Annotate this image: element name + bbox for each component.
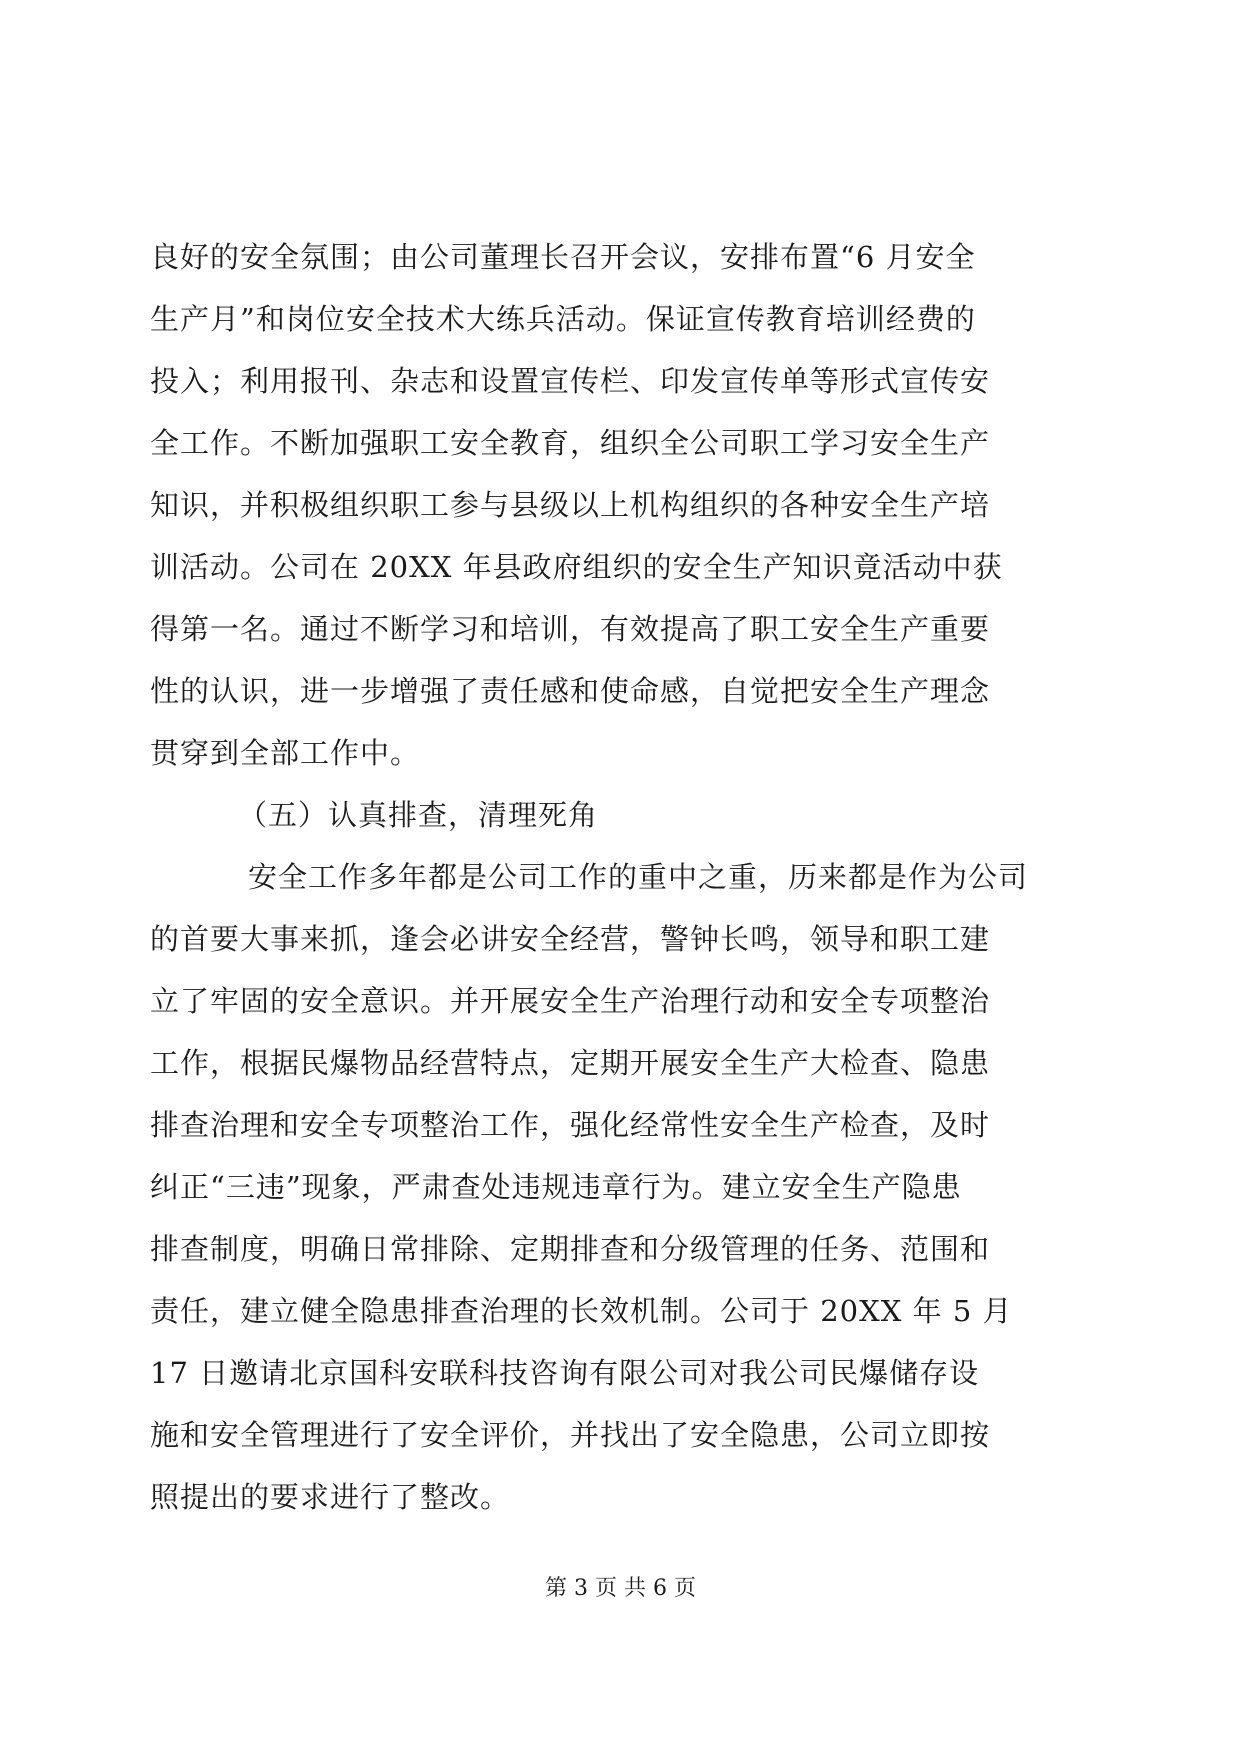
paragraph-line: 良好的安全氛围；由公司董理长召开会议，安排布置“6 月安全: [150, 240, 976, 274]
paragraph-line: 全工作。不断加强职工安全教育，组织全公司职工学习安全生产: [150, 426, 991, 460]
paragraph-line: 17 日邀请北京国科安联科技咨询有限公司对我公司民爆储存设: [150, 1356, 980, 1390]
paragraph-line: 得第一名。通过不断学习和培训，有效提高了职工安全生产重要: [150, 612, 991, 646]
paragraph-line: 排查制度，明确日常排除、定期排查和分级管理的任务、范围和: [150, 1232, 991, 1266]
paragraph-line: 的首要大事来抓，逢会必讲安全经营，警钟长鸣，领导和职工建: [150, 922, 991, 956]
paragraph-line: 立了牢固的安全意识。并开展安全生产治理行动和安全专项整治: [150, 984, 991, 1018]
document-body: [150, 226, 1090, 1528]
paragraph-line: 责任，建立健全隐患排查治理的长效机制。公司于 20XX 年 5 月: [150, 1294, 1013, 1328]
paragraph-line: 投入；利用报刊、杂志和设置宣传栏、印发宣传单等形式宣传安: [150, 364, 991, 398]
paragraph-line: 生产月”和岗位安全技术大练兵活动。保证宣传教育培训经费的: [150, 302, 976, 336]
paragraph-line: 知识，并积极组织职工参与县级以上机构组织的各种安全生产培: [150, 488, 991, 522]
paragraph-line: 纠正“三违”现象，严肃查处违规违章行为。建立安全生产隐患: [150, 1170, 962, 1204]
section-heading: （五）认真排查，清理死角: [238, 798, 599, 832]
paragraph-line: 安全工作多年都是公司工作的重中之重，历来都是作为公司: [248, 860, 1029, 894]
paragraph-line: 训活动。公司在 20XX 年县政府组织的安全生产知识竟活动中获: [150, 550, 1003, 584]
page-number-footer: 第 3 页 共 6 页: [545, 1576, 696, 1601]
paragraph-line: 施和安全管理进行了安全评价，并找出了安全隐患，公司立即按: [150, 1418, 991, 1452]
paragraph-line: 排查治理和安全专项整治工作，强化经常性安全生产检查，及时: [150, 1108, 991, 1142]
paragraph-line: 贯穿到全部工作中。: [150, 736, 421, 770]
paragraph-line: 照提出的要求进行了整改。: [150, 1480, 511, 1514]
paragraph-line: 工作，根据民爆物品经营特点，定期开展安全生产大检查、隐患: [150, 1046, 991, 1080]
paragraph-line: 性的认识，进一步增强了责任感和使命感，自觉把安全生产理念: [150, 674, 991, 708]
